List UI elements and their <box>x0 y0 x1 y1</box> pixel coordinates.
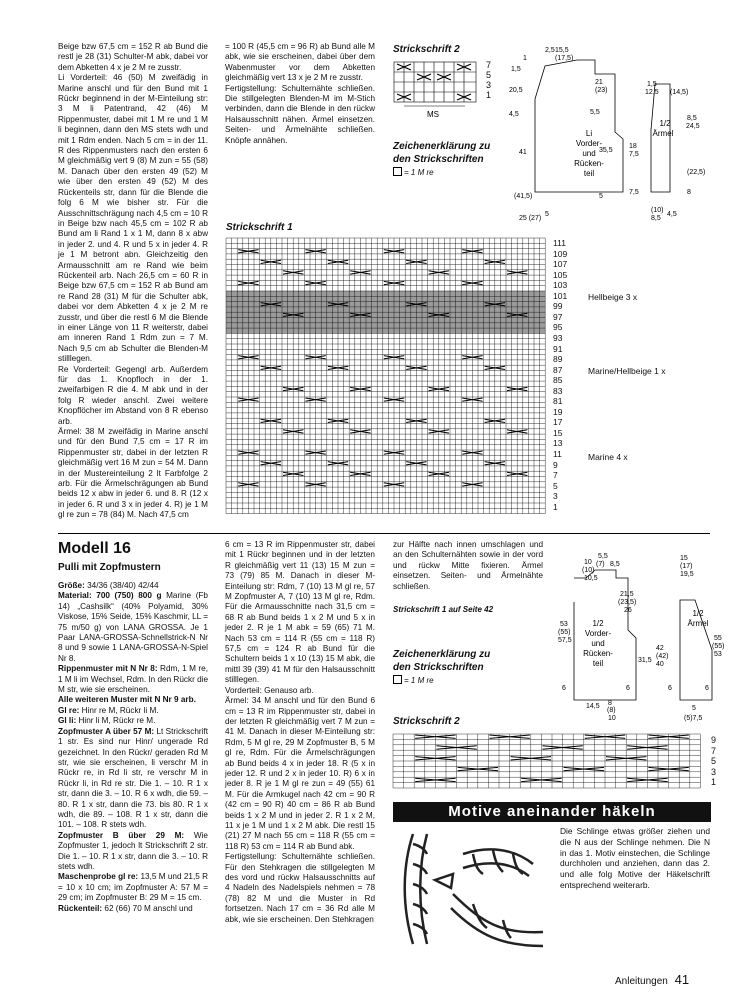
shaded-row <box>226 323 545 328</box>
svg-text:6: 6 <box>626 685 630 692</box>
svg-text:20,5: 20,5 <box>509 87 523 94</box>
sleeve-label: 1/2 Ärmel <box>687 609 709 628</box>
spec-label: Zopfmuster A über 57 M: <box>58 726 155 736</box>
row-number: 83 <box>553 385 563 396</box>
svg-text:8,5: 8,5 <box>610 561 620 568</box>
strickschrift2-bottom-chart <box>393 734 705 794</box>
spec-label: Zopfmuster B über 29 M: <box>58 830 185 840</box>
row-number: 109 <box>553 248 568 259</box>
spec-label: Alle weiteren Muster mit N Nr 9 arb. <box>58 695 196 705</box>
row-number: 95 <box>553 322 563 333</box>
svg-text:5,5: 5,5 <box>598 553 608 560</box>
row-number: 11 <box>553 449 562 459</box>
svg-text:(41,5): (41,5) <box>514 193 533 200</box>
svg-text:8,5: 8,5 <box>651 215 661 222</box>
svg-text:6: 6 <box>562 685 566 692</box>
paragraph-fertigstellung: Fertigstellung: Schulternähte schließen. Für den Stehkragen die stillgelegten M des vord und rückw Halsausschnitts auf 4 Nadeln des Nadelspiels nehmen = 78 (78) 82 M und die Muster in Rd fortsetzen. Nach 17 cm = 36 Rd alle M abk, wie sie erscheinen. Den Stehkragen <box>225 852 375 924</box>
spec-text: 34/36 (38/40) 42/44 <box>87 581 159 590</box>
spec-text: Hinr li M, Rückr re M. <box>78 716 156 726</box>
svg-text:(55): (55) <box>558 629 571 636</box>
strickschrift1-chart <box>226 238 548 518</box>
svg-text:42: 42 <box>656 645 664 652</box>
color-label-marine: Marine 4 x <box>588 452 628 462</box>
knit-stitch-icon <box>393 167 402 176</box>
col1-top <box>58 42 208 521</box>
paragraph-aermel: Ärmel: 34 M anschl und für den Bund 6 cm = 13 R im Rippenmuster str, dabei in der letzten R gleichmäßig vert 7 M zun = 41 M. Danach in dieser M-Einteilung str: Rdm, 5 M gl re, 29 M Zopfmuster B, 5 M gl re, Rdm. Für die Ärmelschrägungen ab Bund beids 4 x in jeder 18. R (5 x in jeder 12. R und 2 x in jeder 10. R) 6 x in jeder 8. R je 1 M gl re zun = 49 (55) 61 M. Für die Armkugel nach 42 cm = 90 R (42 cm = 90 R) 40 cm = 86 R ab Bund beids 1 x 2 M und in jeder 2. R 1 x 2 M, 11 x je 1 M und 1 x 2 M abk. Die restl 15 (21) 27 M nach 55 cm = 118 R (55 cm = 118 R) 53 cm = 114 R ab Bund abk. <box>225 696 375 851</box>
row-number: 105 <box>553 269 568 280</box>
paragraph-li-vorderteil: Li Vorderteil: 46 (50) M zweifädig in Marine anschl und für den Bund mit 1 Rückr beginnend in der M-Einteilung str: 3 M li Patentrand, 42 (46) M Rippenmuster, dabei mit 1 M re und 1 M li beginnen, dann den MS stets wdh und mit 1 Rdm enden. Nach 5 cm = in der 11. R des Rippenmusters nach den ersten 6 M gleichmäßig vert 9 (8) M zun = 55 (58) M. Danach über den ersten 49 (52) M wie über den ersten 49 (52) M des Rückenteils str, dann für die Blende die folg 6 M wie bisher str. Für die Ausschnittschrägung nach 4,5 cm = 10 R in Beige bzw nach 45,5 cm = 102 R ab Bund am li Rand 1 x 1 M, dann 8 x abw in jeder 2. und 4. R und 5 x in jeder 4. R je 1 M betront abn. Gleichzeitig den Armausschnitt am re Rand wie beim Rückenteil arb. Nach 26,5 cm = 60 R in Beige bzw 67,5 cm = 152 R ab Bund am re Rand 28 (31) M für die Schulter abk, dabei vor dem Abketten 4 x je 2 M re zusstr, und über die restl 6 M die Blende in einer Länge von 11 R weiterstr, dabei am inneren Rand 1 Rdm zun = 7 M. Nach 9,5 cm ab Schulter die Blenden-M stilllegen. <box>58 73 208 364</box>
footer-section: Anleitungen <box>615 976 668 987</box>
spec-text: Wie Zopfmuster 1, jedoch lt Strickschrift 2 str. Die 1. – 10. R 1 x str, dann die 3. – 10. R stets wdh. <box>58 830 208 871</box>
svg-text:5: 5 <box>545 211 549 218</box>
svg-text:53: 53 <box>560 621 568 628</box>
svg-text:18: 18 <box>629 143 637 150</box>
spec-label: Rückenteil: <box>58 903 103 913</box>
row-number: 103 <box>553 280 568 291</box>
shaded-row <box>226 307 545 312</box>
strickschrift2-top-chart <box>393 60 483 120</box>
svg-text:21,5: 21,5 <box>620 591 634 598</box>
svg-text:10,5: 10,5 <box>584 575 598 582</box>
legend-bottom <box>393 648 503 687</box>
row-number: 15 <box>553 427 563 438</box>
shaded-row <box>226 291 545 296</box>
svg-text:24,5: 24,5 <box>686 123 700 130</box>
col3-bottom <box>393 540 543 592</box>
svg-text:55: 55 <box>714 635 722 642</box>
ms-label: MS <box>427 110 439 119</box>
svg-text:2,5: 2,5 <box>545 47 555 54</box>
spec-paragraph <box>58 706 208 716</box>
shaded-row <box>226 328 545 333</box>
svg-text:21: 21 <box>595 79 603 86</box>
spec-paragraph <box>58 591 208 664</box>
section-divider <box>58 533 710 534</box>
spec-label: Maschenprobe gl re: <box>58 872 139 882</box>
motive-heading: Motive aneinander häkeln <box>393 802 711 822</box>
strickschrift2-bottom-title: Strickschrift 2 <box>393 716 460 727</box>
shaded-row <box>226 318 545 323</box>
svg-text:1: 1 <box>523 55 527 62</box>
paragraph-fertigstellung: Fertigstellung: Schulternähte schließen. Die stillgelegten Blenden-M im M-Stich verbinden, dann die Blende in den rückw Halsausschnitt nähen. Ärmel einsetzen. Seiten- und Ärmelnähte schließen. Knöpfe annähen. <box>225 83 375 145</box>
row-number: 5 <box>486 70 492 80</box>
svg-text:4,5: 4,5 <box>509 111 519 118</box>
row-number: 99 <box>553 301 563 312</box>
row-number: 101 <box>553 290 568 301</box>
body-label: Li Vorder-und Rücken-teil <box>574 129 604 178</box>
spec-paragraph <box>58 872 208 903</box>
svg-text:(22,5): (22,5) <box>687 169 706 176</box>
row-number: 87 <box>553 364 563 375</box>
svg-text:(5)7,5: (5)7,5 <box>684 715 703 722</box>
row-number: 13 <box>553 438 563 449</box>
row-number: 81 <box>553 396 563 407</box>
sleeve-label: 1/2 Ärmel <box>652 119 674 138</box>
svg-text:(23): (23) <box>595 87 608 94</box>
spec-paragraph <box>58 904 208 914</box>
svg-text:7,5: 7,5 <box>629 189 639 196</box>
svg-text:31,5: 31,5 <box>638 657 652 664</box>
svg-text:7,5: 7,5 <box>629 151 639 158</box>
spec-text: Lt Strickschrift 1 str. Es sind nur Hinr/ ungerade Rd gezeichnet. In den Rückr/ geraden Rd M str, wie sie erscheinen, li verschr M in Rückr re, in Rd li str, re verschr M in Rückr li, in Rd re str. Die 1. – 10. R 1 x str, dann die 3. – 10. R 6 x wdh, die 59. – 80. R 1 x str, dann die 73. bis 80. R 1 x wdh, die 89. – 108. R 1 x str, dann die 101. – 108. R stets wdh. <box>58 726 208 830</box>
svg-text:(10): (10) <box>582 567 595 574</box>
color-label-marine-hellbeige: Marine/Hellbeige 1 x <box>588 366 666 376</box>
svg-text:10: 10 <box>608 715 616 722</box>
strickschrift1-reference: Strickschrift 1 auf Seite 42 <box>393 605 494 614</box>
svg-text:8,5: 8,5 <box>687 115 697 122</box>
svg-text:26: 26 <box>624 607 632 614</box>
shaded-row <box>226 296 545 301</box>
spec-label: Größe: <box>58 581 85 590</box>
row-number: 9 <box>553 459 558 470</box>
color-label-hellbeige: Hellbeige 3 x <box>588 292 638 302</box>
body-label: 1/2 Vorder-und Rücken-teil <box>583 619 613 668</box>
spec-text: 13,5 M und 21,5 R = 10 x 10 cm; im Zopfmuster A: 57 M = 29 cm; im Zopfmuster B: 29 M = 15 cm. <box>58 872 208 903</box>
svg-text:1,5: 1,5 <box>511 66 521 73</box>
row-number: 111 <box>553 238 566 248</box>
paragraph: Beige bzw 67,5 cm = 152 R ab Bund die restl je 28 (31) Schulter-M abk, dabei vor dem Abketten 4 x je 2 M re zusstr. <box>58 42 208 72</box>
strickschrift2-top-title: Strickschrift 2 <box>393 44 460 55</box>
row-number: 1 <box>553 501 558 512</box>
spec-paragraph <box>58 664 208 695</box>
chart-grid <box>226 238 545 514</box>
page-number: 41 <box>674 972 690 987</box>
col2-top <box>225 42 375 146</box>
spec-paragraph <box>58 716 208 726</box>
row-number: 1 <box>711 777 717 787</box>
svg-text:(7): (7) <box>596 561 605 568</box>
svg-text:5,5: 5,5 <box>590 109 600 116</box>
row-number: 5 <box>711 756 717 766</box>
svg-text:4,5: 4,5 <box>667 211 677 218</box>
row-number: 17 <box>553 417 563 428</box>
row-number: 7 <box>553 470 558 481</box>
legend-title: Zeichenerklärung zu den Strickschriften <box>393 649 491 673</box>
knit-stitch-icon <box>393 675 402 684</box>
row-number: 3 <box>711 766 717 777</box>
svg-text:(23,5): (23,5) <box>618 599 637 606</box>
svg-text:(17): (17) <box>680 563 693 570</box>
row-number: 1 <box>486 90 492 100</box>
col2-bottom <box>225 540 375 925</box>
spec-label: Gl li: <box>58 716 77 726</box>
svg-text:(10): (10) <box>651 207 664 214</box>
motive-text: Die Schlinge etwas größer ziehen und die N aus der Schlinge nehmen. Die N in das 1. Motiv einstechen, die Schlinge durchholen und anziehen, dann das 2. und alle folg Motive der Häkelschrift entsprechend weiterarb. <box>560 826 710 890</box>
legend-top <box>393 140 503 179</box>
strickschrift1-title: Strickschrift 1 <box>226 222 293 233</box>
spec-label: Rippenmuster mit N Nr 8: <box>58 664 158 674</box>
svg-text:(17,5): (17,5) <box>555 55 574 62</box>
paragraph: zur Hälfte nach innen umschlagen und an den Schulternähten sowie in der vord und rückw Mitte fixieren. Ärmel einsetzen. Seiten- und Ärmelnähte schließen. <box>393 540 543 591</box>
paragraph-vorderteil: Vorderteil: Genauso arb. <box>225 685 314 695</box>
svg-text:15,5: 15,5 <box>555 47 569 54</box>
spec-label: Material: 700 (750) 800 g <box>58 591 162 601</box>
col1-bottom <box>58 581 208 914</box>
paragraph: 6 cm = 13 R im Rippenmuster str, dabei mit 1 Rückr beginnen und in der letzten R gleichmäßig vert 11 (13) 15 M zun = 73 (79) 85 M. Danach in dieser M-Einteilung str: Rdm, 7 (10) 13 M gl re, 57 M Zopfmuster A, 7 (10) 13 M gl re, Rdm. Für die Armausschnitte nach 31,5 cm = 68 R ab Bund beids 1 x 2 M und 5 x in jeder 2. R je 1 M abk = 59 (65) 71 M. Nach 53 cm = 114 R (55 cm = 118 R) 57,5 cm = 124 R ab Bund für die Schultern beids 1 x 10 (13) 15 M abk, die mittl 39 (39) 41 M für den Halsausschnitt stilllegen. <box>225 540 375 685</box>
model-heading: Modell 16 <box>58 540 131 557</box>
footer <box>615 972 689 987</box>
schematic-top <box>505 44 715 229</box>
spec-text: 62 (66) 70 M anschl und <box>104 903 193 913</box>
row-number: 5 <box>553 480 558 491</box>
svg-text:14,5: 14,5 <box>586 703 600 710</box>
svg-text:53: 53 <box>714 651 722 658</box>
svg-text:40: 40 <box>656 661 664 668</box>
crochet-illustration <box>393 824 553 956</box>
svg-text:35,5: 35,5 <box>599 147 613 154</box>
legend-item: = 1 M re <box>393 674 503 687</box>
svg-text:10: 10 <box>584 559 592 566</box>
row-number: 89 <box>553 354 563 365</box>
spec-text: Hinr re M, Rückr li M. <box>81 705 159 715</box>
svg-text:6: 6 <box>668 685 672 692</box>
spec-label: Gl re: <box>58 705 80 715</box>
svg-text:15: 15 <box>680 555 688 562</box>
svg-text:8: 8 <box>608 700 612 707</box>
shaded-row <box>226 312 545 317</box>
svg-text:12,5: 12,5 <box>645 89 659 96</box>
spec-paragraph <box>58 695 208 705</box>
row-number: 7 <box>486 60 492 70</box>
schematic-bottom <box>540 550 725 725</box>
spec-paragraph <box>58 581 208 591</box>
spec-text: Rdm, 1 M re, 1 M li im Wechsel, Rdm. In den Rückr die M str, wie sie erscheinen. <box>58 664 209 695</box>
spec-paragraph <box>58 727 208 831</box>
svg-text:(55): (55) <box>712 643 725 650</box>
row-number: 3 <box>553 491 558 502</box>
svg-text:(8): (8) <box>607 707 616 714</box>
svg-text:6: 6 <box>705 685 709 692</box>
row-number: 93 <box>553 332 563 343</box>
legend-title: Zeichenerklärung zu den Strickschriften <box>393 141 491 165</box>
row-number: 9 <box>711 735 717 745</box>
svg-text:41: 41 <box>519 149 527 156</box>
strickschrift2-top-rows <box>486 60 491 100</box>
paragraph: = 100 R (45,5 cm = 96 R) ab Bund alle M abk, wie sie erscheinen, dabei über dem Wabenmuster vor dem Abketten gleichmäßig vert 13 x je 2 M re zusstr. <box>225 42 375 83</box>
paragraph-re-vorderteil: Re Vorderteil: Gegengl arb. Außerdem für das 1. Knopfloch in der 1. zweifarbigen R die 4. M abk und in der folg R wieder anschl. Zwei weitere Knopflöcher im Abstand von 8 R ebenso arb. <box>58 364 208 426</box>
row-number: 91 <box>553 343 563 354</box>
svg-text:(42): (42) <box>656 653 669 660</box>
strickschrift2-bottom-rows <box>711 735 716 788</box>
svg-text:5: 5 <box>692 705 696 712</box>
svg-text:57,5: 57,5 <box>558 637 572 644</box>
row-number: 19 <box>553 406 563 417</box>
spec-text: Marine (Fb 14) „Cashsilk“ (40% Polyamid, 30% Viskose, 15% Seide, 15% Kaschmir, LL = 75 m/50 g) von LANA GROSSA. Je 1 Paar LANA-GROSSA-Schnellstrick-N Nr 8 und 9 sowie 1 LANA-GROSSA-N-Spiel Nr 8. <box>58 591 208 663</box>
svg-text:25 (27): 25 (27) <box>519 215 542 222</box>
row-number: 85 <box>553 375 563 386</box>
paragraph-aermel: Ärmel: 38 M zweifädig in Marine anschl und für den Bund 7,5 cm = 17 R im Rippenmuster str, dabei in der letzten R gleichmäßig vert 16 M zun = 54 M. Dann in der Mustereinteilung 2 lt Farbfolge 2 arb. Für die Ärmelschrägungen ab Bund beids 12 x abw in jeder 6. und 8. R (12 x in jeder 6. R und 3 x in jeder 4. R) je 1 M gl re zun = 78 (84) M. Nach 47,5 cm <box>58 427 208 520</box>
spec-paragraph <box>58 831 208 873</box>
row-number: 3 <box>486 80 492 90</box>
row-number: 7 <box>711 745 717 756</box>
model-subheading: Pulli mit Zopfmustern <box>58 562 161 573</box>
svg-text:5: 5 <box>599 193 603 200</box>
svg-text:1,5: 1,5 <box>647 81 657 88</box>
svg-text:19,5: 19,5 <box>680 571 694 578</box>
svg-text:8: 8 <box>687 189 691 196</box>
dimension-labels <box>509 47 705 222</box>
svg-text:(14,5): (14,5) <box>670 89 689 96</box>
row-number: 97 <box>553 311 563 322</box>
legend-item: = 1 M re <box>393 166 503 179</box>
row-number: 107 <box>553 259 568 270</box>
